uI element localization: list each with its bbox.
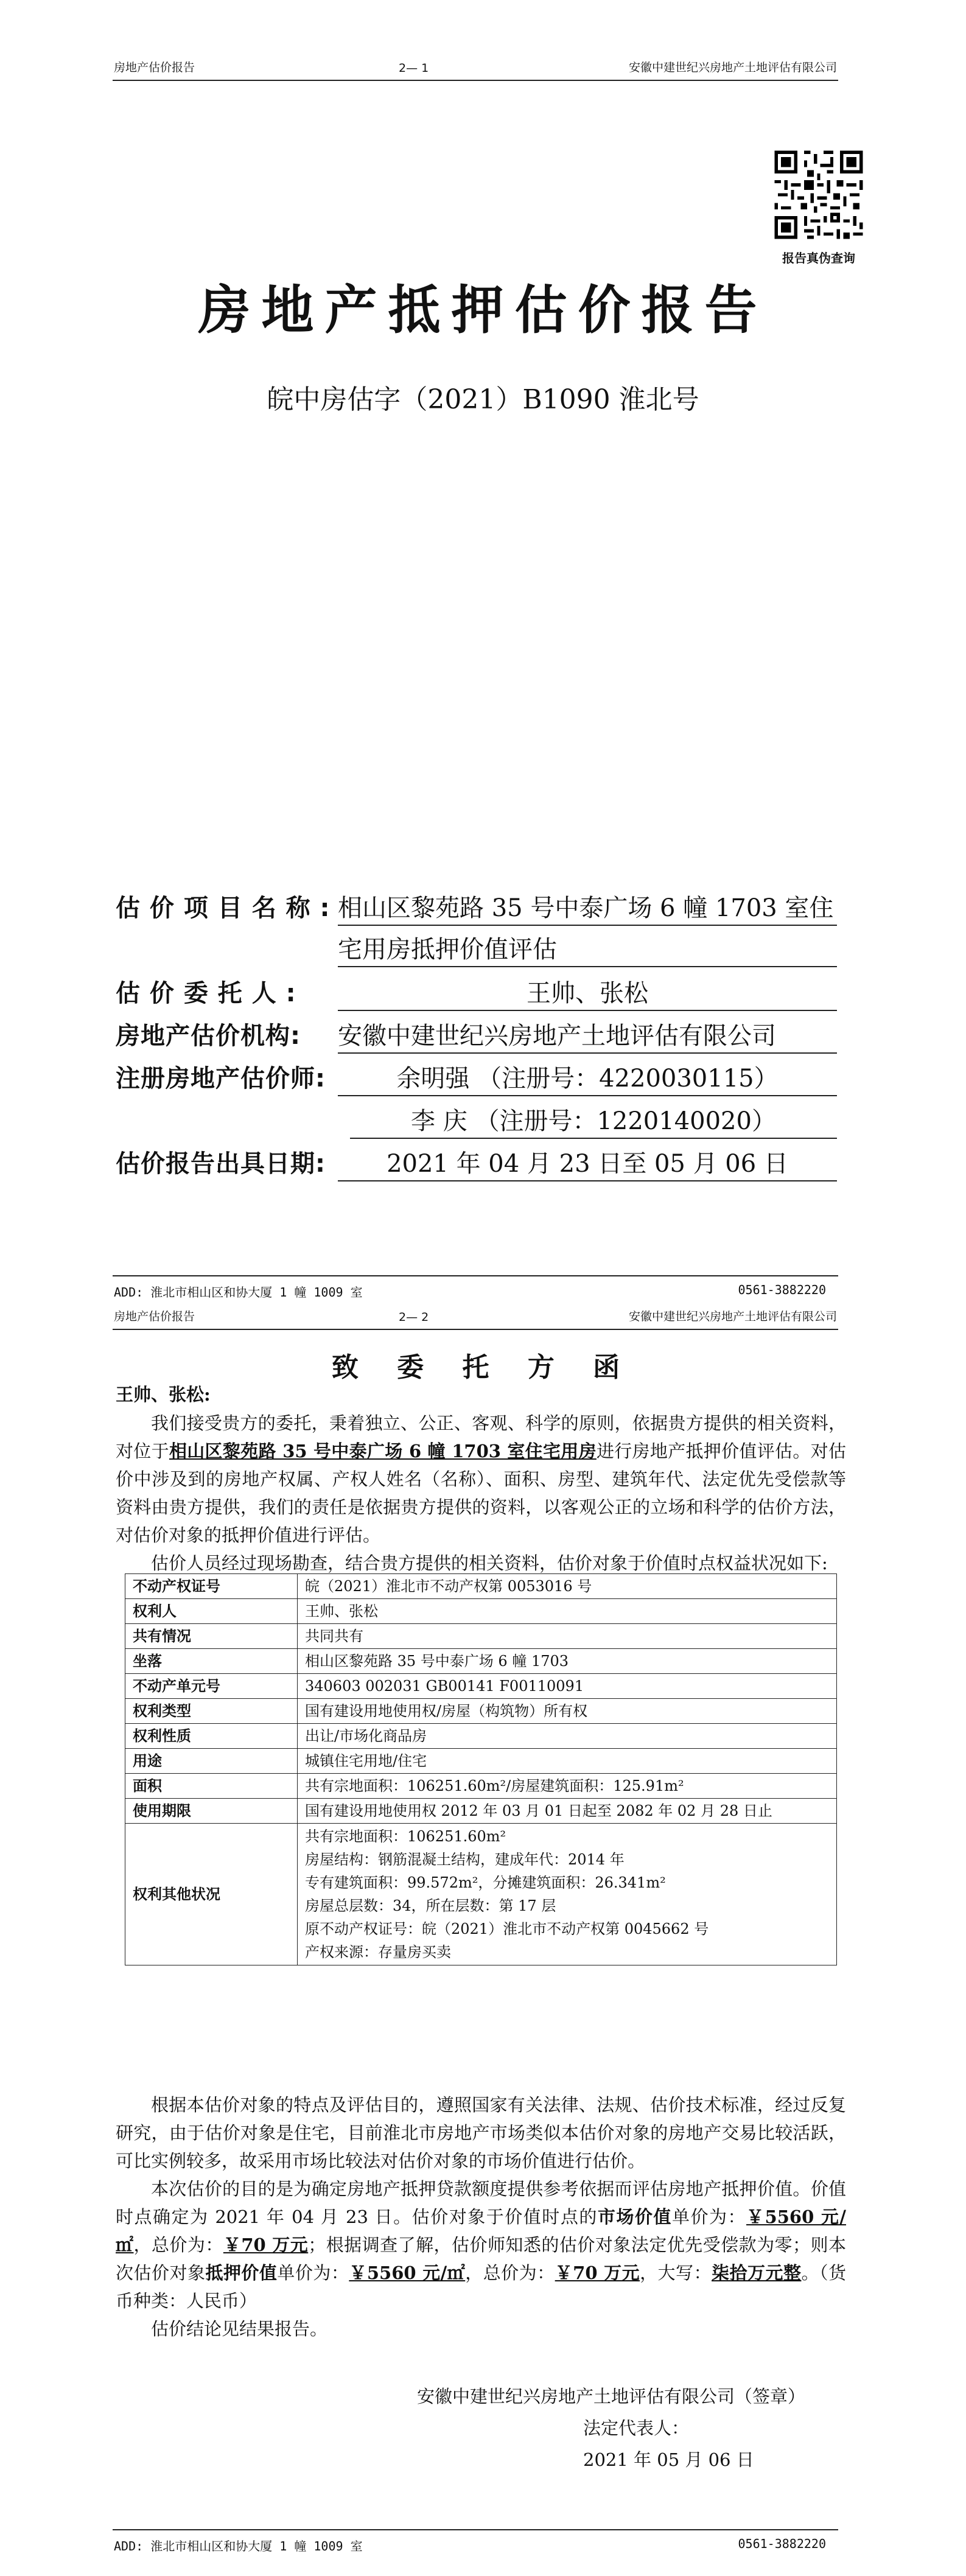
table-key: 不动产单元号 — [125, 1674, 298, 1699]
table-row — [125, 1599, 837, 1624]
p4-i: 单价为： — [277, 2263, 349, 2283]
p4-c: 单价为： — [671, 2207, 747, 2227]
other-line: 专有建筑面积：99.572m²，分摊建筑面积：26.341m² — [305, 1874, 666, 1891]
p4-market-unit-price: ￥5560 元/㎡ — [116, 2207, 846, 2255]
p4-mortgage-value: 抵押价值 — [205, 2263, 278, 2283]
project-value: 相山区黎苑路 35 号中泰广场 6 幢 1703 室住 — [338, 889, 837, 926]
table-row — [125, 1799, 837, 1824]
date-label: 估价报告出具日期: — [116, 1150, 326, 1178]
other-line: 房屋总层数：34，所在层数：第 17 层 — [305, 1897, 556, 1914]
p1-address: 相山区黎苑路 35 号中泰广场 6 幢 1703 室住宅用房 — [169, 1441, 597, 1461]
header-company: 安徽中建世纪兴房地产土地评估有限公司 — [628, 61, 837, 74]
paragraph-2: 估价人员经过现场勘查，结合贵方提供的相关资料，估价对象于价值时点权益状况如下: — [151, 1553, 828, 1573]
table-value: 出让/市场化商品房 — [298, 1724, 837, 1749]
table-value: 国有建设用地使用权/房屋（构筑物）所有权 — [298, 1699, 837, 1724]
table-value — [298, 1824, 837, 1965]
other-line: 原不动产权证号：皖（2021）淮北市不动产权第 0045662 号 — [305, 1920, 709, 1937]
footer-address: ADD: 淮北市相山区和协大厦 1 幢 1009 室 — [114, 1285, 363, 1300]
p4-mortgage-total: ￥70 万元 — [555, 2263, 640, 2283]
table-value: 共有宗地面积：106251.60m²/房屋建筑面积：125.91m² — [298, 1774, 837, 1799]
appraiser-1: 余明强 （注册号：4220030115） — [338, 1059, 837, 1096]
table-key: 共有情况 — [125, 1624, 298, 1649]
table-row — [125, 1774, 837, 1799]
footer-address: ADD: 淮北市相山区和协大厦 1 幢 1009 室 — [114, 2539, 363, 2553]
table-key: 使用期限 — [125, 1799, 298, 1824]
paragraph-5: 估价结论见结果报告。 — [151, 2319, 328, 2339]
page-header — [113, 1306, 838, 1330]
sign-date: 2021 年 05 月 06 日 — [583, 2449, 754, 2470]
other-line: 房屋结构：钢筋混凝土结构，建成年代：2014 年 — [305, 1851, 625, 1868]
header-page-number: 2— 2 — [399, 1311, 429, 1324]
agency-label: 房地产估价机构: — [116, 1022, 301, 1050]
paragraph-3: 根据本估价对象的特点及评估目的，遵照国家有关法律、法规、估价技术标准，经过反复研究，由于估价对象是住宅，目前淮北市房地产市场类似本估价对象的房地产交易比较活跃，可比实例较多，故采用市场比较法对估价对象的市场价值进行估价。 — [116, 2095, 846, 2171]
table-row — [125, 1674, 837, 1699]
table-row — [125, 1699, 837, 1724]
table-row — [125, 1724, 837, 1749]
p4-market-value: 市场价值 — [597, 2207, 672, 2227]
table-key: 权利类型 — [125, 1699, 298, 1724]
table-key: 面积 — [125, 1774, 298, 1799]
footer-phone: 0561-3882220 — [738, 1283, 826, 1297]
rights-table — [125, 1573, 837, 1965]
table-key: 权利性质 — [125, 1724, 298, 1749]
other-line: 产权来源：存量房买卖 — [305, 1944, 451, 1961]
appraiser-label: 注册房地产估价师: — [116, 1065, 326, 1093]
paragraph-1 — [116, 1409, 846, 1549]
table-value: 相山区黎苑路 35 号中泰广场 6 幢 1703 — [298, 1649, 837, 1674]
p4-a: 本次估价的目的是为确定房地产抵押贷款额度提供参考依据而评估房地产抵押价值。价值时点确定为 2021 年 04 月 23 日。估价对象于价值时点的 — [116, 2179, 846, 2227]
letter-page — [0, 1306, 966, 2576]
page-footer — [113, 2529, 838, 2556]
report-number: 皖中房估字（2021）B1090 淮北号 — [267, 384, 699, 415]
p4-mortgage-unit-price: ￥5560 元/㎡ — [349, 2263, 466, 2283]
table-row — [125, 1649, 837, 1674]
client-value: 王帅、张松 — [338, 974, 837, 1011]
sign-company: 安徽中建世纪兴房地产土地评估有限公司（签章） — [417, 2386, 806, 2407]
table-value: 城镇住宅用地/住宅 — [298, 1749, 837, 1774]
table-key: 坐落 — [125, 1649, 298, 1674]
p4-e: ，总价为： — [133, 2235, 223, 2255]
qr-code[interactable] — [771, 147, 866, 242]
table-row — [125, 1824, 837, 1965]
header-left: 房地产估价报告 — [114, 1310, 195, 1323]
qr-label: 报告真伪查询 — [782, 251, 855, 265]
sign-representative: 法定代表人： — [583, 2418, 690, 2438]
p1-text-a: 我们接受贵方的委托，秉着独立、公正、客观、科学的原则，依据贵方提供的相关资料，对位于 — [116, 1413, 846, 1461]
header-company: 安徽中建世纪兴房地产土地评估有限公司 — [628, 1310, 837, 1323]
letter-title: 致 委 托 方 函 — [331, 1352, 635, 1383]
table-row — [125, 1574, 837, 1599]
p4-amount-in-words: 柒拾万元整 — [712, 2263, 802, 2283]
agency-value: 安徽中建世纪兴房地产土地评估有限公司 — [338, 1017, 837, 1054]
table-value: 340603 002031 GB00141 F00110091 — [298, 1674, 837, 1699]
table-key: 权利人 — [125, 1599, 298, 1624]
header-left: 房地产估价报告 — [114, 61, 195, 74]
page-footer — [113, 1275, 838, 1302]
p4-g: ；根据调查了解，估价师知悉的估价对象法定优先受偿款为零；则本次估价对象 — [116, 2235, 846, 2283]
client-label: 估 价 委 托 人 : — [116, 979, 296, 1007]
table-key: 用途 — [125, 1749, 298, 1774]
letter-conclusion — [116, 2091, 846, 2343]
p4-o: 。（货币种类：人民币） — [116, 2263, 846, 2311]
table-row — [125, 1749, 837, 1774]
date-value: 2021 年 04 月 23 日至 05 月 06 日 — [338, 1144, 837, 1181]
footer-phone: 0561-3882220 — [738, 2536, 826, 2551]
header-page-number: 2— 1 — [399, 61, 429, 75]
paragraph-4 — [116, 2175, 846, 2315]
p4-k: ，总价为： — [465, 2263, 555, 2283]
p1-text-c: 进行房地产抵押价值评估。对估价中涉及到的房地产权属、产权人姓名（名称）、面积、房型、建筑年代、法定优先受偿款等资料由贵方提供，我们的责任是依据贵方提供的资料，以客观公正的立场和科学的估价方法，对估价对象的抵押价值进行评估。 — [116, 1441, 846, 1545]
project-value-cont: 宅用房抵押价值评估 — [338, 930, 837, 967]
table-key: 权利其他状况 — [125, 1824, 298, 1965]
table-value: 王帅、张松 — [298, 1599, 837, 1624]
other-line: 共有宗地面积：106251.60m² — [305, 1828, 506, 1845]
letter-salutation: 王帅、张松: — [116, 1384, 211, 1405]
report-title: 房地产抵押估价报告 — [198, 279, 768, 341]
table-value: 共同共有 — [298, 1624, 837, 1649]
table-key: 不动产权证号 — [125, 1574, 298, 1599]
table-value: 皖（2021）淮北市不动产权第 0053016 号 — [298, 1574, 837, 1599]
letter-intro — [116, 1409, 846, 1577]
project-label: 估 价 项 目 名 称 : — [116, 894, 331, 922]
table-value: 国有建设用地使用权 2012 年 03 月 01 日起至 2082 年 02 月 28 日止 — [298, 1799, 837, 1824]
p4-m: ，大写： — [640, 2263, 712, 2283]
p4-market-total: ￥70 万元 — [223, 2235, 309, 2255]
page-header — [113, 57, 838, 81]
table-row — [125, 1624, 837, 1649]
appraiser-2: 李 庆 （注册号：1220140020） — [350, 1102, 837, 1139]
